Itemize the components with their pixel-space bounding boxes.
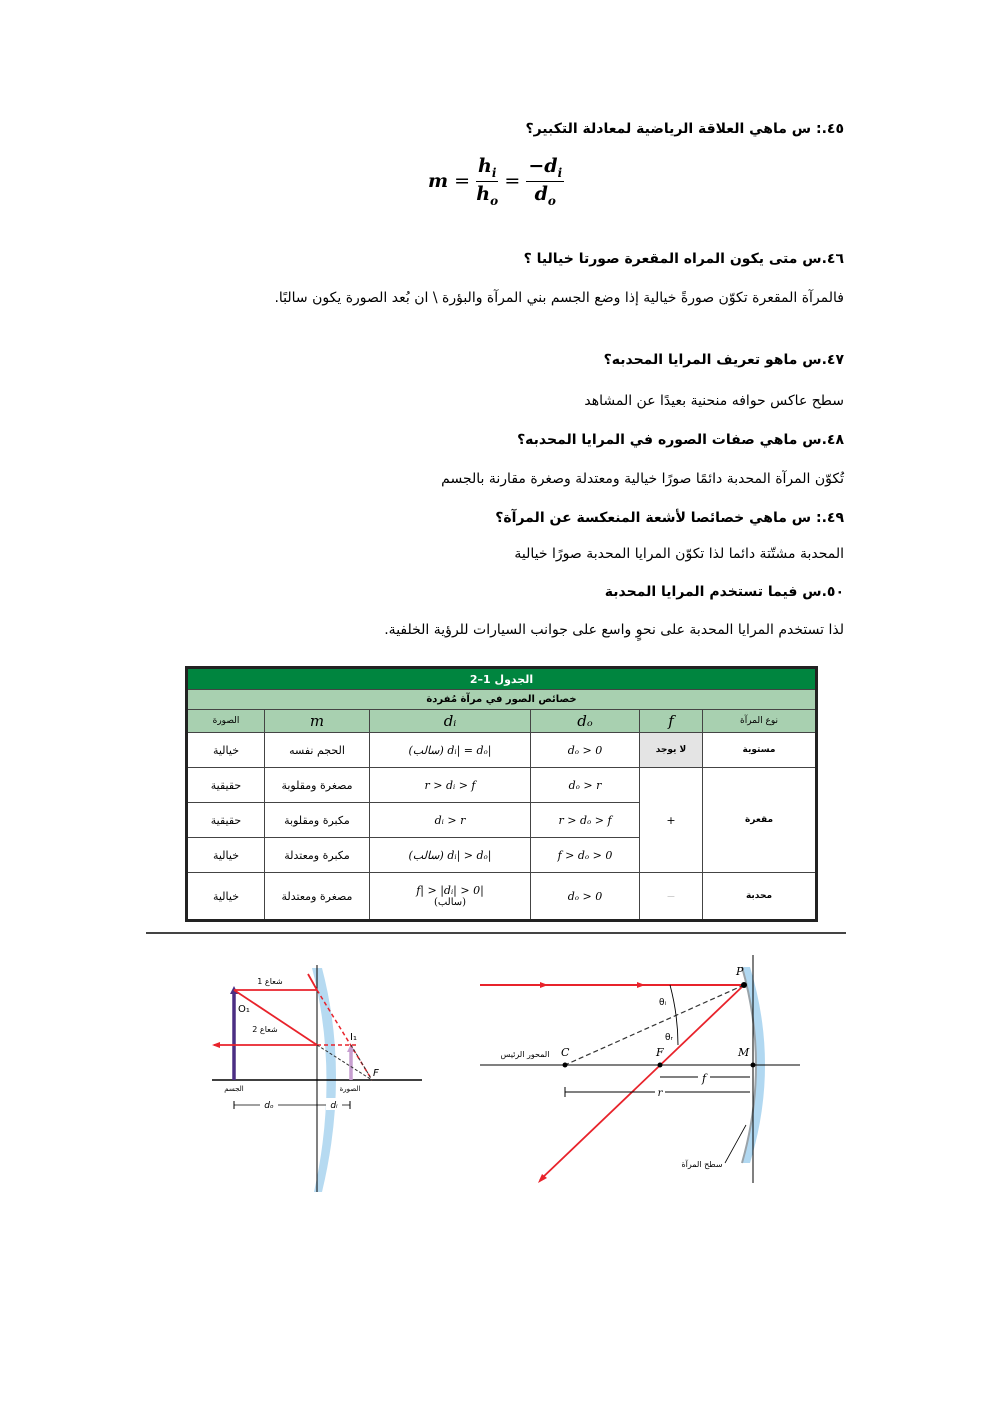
svg-text:f: f <box>701 1072 707 1085</box>
svg-text:θᵣ: θᵣ <box>665 1033 673 1043</box>
svg-text:M: M <box>738 1046 750 1059</box>
answer-48: تُكوّن المرآة المحدبة دائمًا صورًا خيالية ومعتدلة وصغرة مقارنة بالجسم <box>441 471 844 487</box>
svg-text:شعاع 2: شعاع 2 <box>252 1025 278 1034</box>
question-50: ٥٠.س فيما تستخدم المرايا المحدبة <box>604 584 844 600</box>
header-do: dₒ <box>531 710 640 733</box>
header-m: m <box>265 710 370 733</box>
magnification-equation: m = $\frac{h_i}{h_o}$ = $\frac{-d_i}{d_o}$ <box>428 155 563 208</box>
header-image: الصورة <box>187 710 265 733</box>
table-title: الجدول 1–2 <box>187 668 817 690</box>
svg-text:سطح المرآة: سطح المرآة <box>681 1160 723 1169</box>
svg-text:الجسم: الجسم <box>224 1085 244 1093</box>
question-46: ٤٦.س متى يكون المراه المقعرة صورتا خياليا ؟ <box>523 251 844 267</box>
header-di: dᵢ <box>370 710 531 733</box>
convex-mirror-diagram <box>200 960 430 1200</box>
answer-46: فالمرآة المقعرة تكوّن صورةً خيالية إذا وضع الجسم بني المرآة والبؤرة \ ان بُعد الصورة يكون سالبًا. <box>274 290 844 306</box>
header-f: f <box>640 710 703 733</box>
question-48: ٤٨.س ماهي صفات الصوره في المرايا المحدبه؟ <box>517 432 844 448</box>
svg-text:I₁: I₁ <box>350 1032 357 1043</box>
answer-50: لذا تستخدم المرايا المحدبة على نحوٍ واسع على جوانب السيارات للرؤية الخلفية. <box>384 622 844 638</box>
mirror-image-properties-table <box>185 666 818 922</box>
svg-text:dₒ: dₒ <box>264 1101 274 1111</box>
svg-text:C: C <box>561 1046 570 1059</box>
table-row: محدبة − dₒ > 0 |f| > |dᵢ| > 0 (سالب) مصغرة ومعتدلة خيالية <box>187 873 817 921</box>
fraction-h: $\frac{h_i}{h_o}$ <box>476 155 499 208</box>
question-45: ٤٥.: س ماهي العلاقة الرياضية لمعادلة التكبير؟ <box>525 121 844 137</box>
table-row: r > dₒ > f dᵢ > r مكبرة ومقلوبة حقيقية <box>187 803 817 838</box>
answer-49: المحدبة مشتّتة دائما لذا تكوّن المرايا المحدبة صورًا خيالية <box>514 546 844 562</box>
svg-text:θᵢ: θᵢ <box>659 998 667 1008</box>
svg-text:الصورة: الصورة <box>339 1085 361 1093</box>
svg-text:F: F <box>373 1068 379 1079</box>
table-row: f > dₒ > 0 |dᵢ| > dₒ (سالب) مكبرة ومعتدلة خيالية <box>187 838 817 873</box>
table-row: مقعرة + dₒ > r r > dᵢ > f مصغرة ومقلوبة حقيقية <box>187 768 817 803</box>
table-row: مستوية لا يوجد dₒ > 0 |dᵢ| = dₒ (سالب) الحجم نفسه خيالية <box>187 733 817 768</box>
svg-text:r: r <box>657 1088 663 1099</box>
answer-47: سطح عاكس حوافه منحنية بعيدًا عن المشاهد <box>584 393 844 409</box>
table-subtitle: خصائص الصور في مرآة مُفردة <box>187 690 817 710</box>
question-47: ٤٧.س ماهو تعريف المرايا المحدبه؟ <box>603 352 844 368</box>
svg-text:P: P <box>736 965 744 978</box>
header-mirror-type: نوع المرآة <box>703 710 817 733</box>
svg-text:المحور الرئيس: المحور الرئيس <box>500 1050 550 1059</box>
eq-m: m <box>428 170 449 193</box>
svg-text:dᵢ: dᵢ <box>330 1101 338 1111</box>
fraction-d: $\frac{-d_i}{d_o}$ <box>528 155 563 208</box>
section-divider <box>146 932 846 934</box>
concave-mirror-diagram <box>470 955 810 1195</box>
svg-text:شعاع 1: شعاع 1 <box>257 977 283 986</box>
svg-text:F: F <box>656 1046 664 1059</box>
svg-text:O₁: O₁ <box>238 1004 250 1015</box>
question-49: ٤٩.: س ماهي خصائصا لأشعة المنعكسة عن المرآة؟ <box>495 510 844 526</box>
